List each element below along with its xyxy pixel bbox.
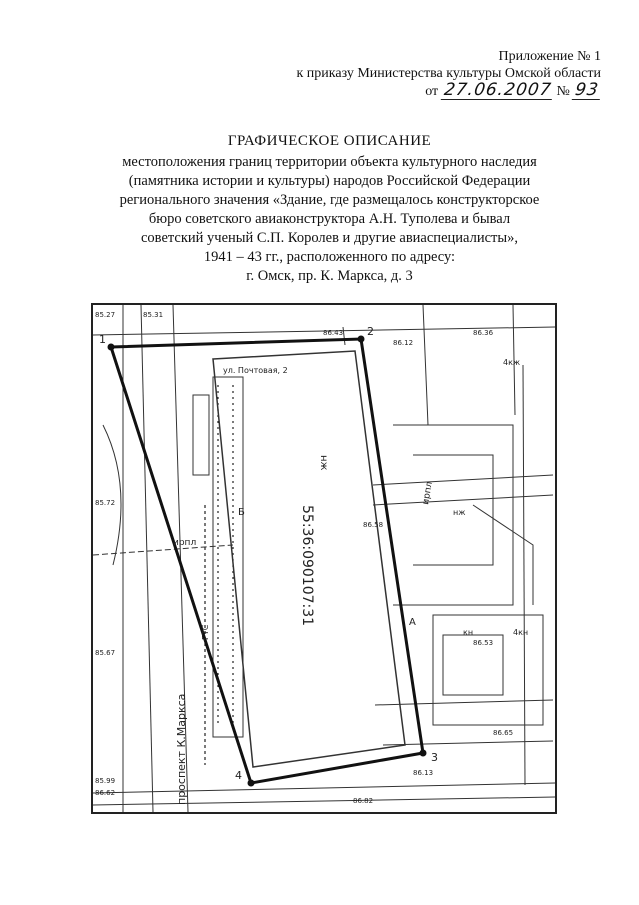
misc-label-7: Б — [238, 507, 245, 518]
elev-mark: 86.65 — [493, 729, 514, 737]
title-line-4: бюро советского авиаконструктора А.Н. Туполева и бывал — [148, 211, 511, 227]
handwritten-date: 27.06.2007 — [442, 80, 553, 100]
elev-mark: 86.43 — [323, 329, 344, 337]
elev-mark: 86.13 — [413, 769, 434, 777]
misc-label-5: кн — [463, 628, 474, 637]
order-reference: к приказу Министерства культуры Омской области — [296, 66, 601, 81]
elev-mark: 86.82 — [353, 797, 374, 805]
map-drawing — [93, 305, 555, 812]
elev-mark: 86.12 — [393, 339, 414, 347]
vertex-1-label: 1 — [99, 333, 106, 346]
vertex-1-marker — [108, 344, 115, 351]
elev-mark: 85.27 — [95, 311, 116, 319]
address-label: ул. Почтовая, 2 — [223, 366, 288, 375]
elev-mark: 85.67 — [95, 649, 116, 657]
title-line-2: (памятника истории и культуры) народов Российской Федерации — [128, 173, 531, 189]
number-mark: № — [556, 84, 570, 99]
title-line-3: регионального значения «Здание, где размещалось конструкторское — [119, 192, 540, 208]
misc-label-3: 4кж — [503, 358, 521, 367]
title-line-6: 1941 – 43 гг., расположенного по адресу: — [203, 249, 456, 265]
cadastral-map — [91, 303, 557, 814]
title-line-7: г. Омск, пр. К. Маркса, д. 3 — [246, 268, 413, 284]
misc-label-4: 4кн — [513, 628, 529, 637]
misc-label-9: ГТС — [201, 624, 210, 640]
title-line-5: советский ученый С.П. Королев и другие авиаспециалисты», — [141, 230, 518, 246]
misc-label-6: нж — [453, 508, 466, 517]
handwritten-number: 93 — [574, 80, 601, 100]
vertex-2-label: 2 — [367, 325, 374, 338]
vertex-3-marker — [420, 750, 427, 757]
title-line-1: местоположения границ территории объекта культурного наследия — [122, 154, 537, 170]
elev-mark: 86.36 — [473, 329, 494, 337]
misc-label-8: А — [409, 617, 416, 628]
elev-mark: 85.99 — [95, 777, 116, 785]
elev-mark: 85.31 — [143, 311, 164, 319]
appendix-number: Приложение № 1 — [498, 49, 601, 64]
date-prefix: от — [425, 84, 439, 99]
boundary-vertices — [108, 336, 427, 787]
vertex-4-marker — [248, 780, 255, 787]
document-title — [60, 132, 599, 286]
street-label: проспект К.Маркса — [175, 693, 188, 805]
vertex-2-marker — [358, 336, 365, 343]
elev-mark: 85.72 — [95, 499, 116, 507]
vertex-3-label: 3 — [431, 751, 438, 764]
parcel-label: нж — [318, 455, 329, 471]
map-background-lines — [93, 305, 555, 812]
elev-mark: 86.58 — [363, 521, 384, 529]
order-date-line — [297, 82, 602, 100]
vertex-4-label: 4 — [235, 769, 242, 782]
territory-boundary — [111, 339, 423, 783]
misc-label-1: ирпл — [173, 538, 197, 548]
elev-mark: 86.62 — [95, 789, 116, 797]
title-heading: ГРАФИЧЕСКОЕ ОПИСАНИЕ — [227, 133, 432, 149]
appendix-block — [297, 48, 602, 100]
cadastral-number: 55:36:090107:31 — [299, 505, 315, 627]
elev-mark: 86.53 — [473, 639, 494, 647]
misc-label-2: ирпл — [421, 480, 435, 506]
